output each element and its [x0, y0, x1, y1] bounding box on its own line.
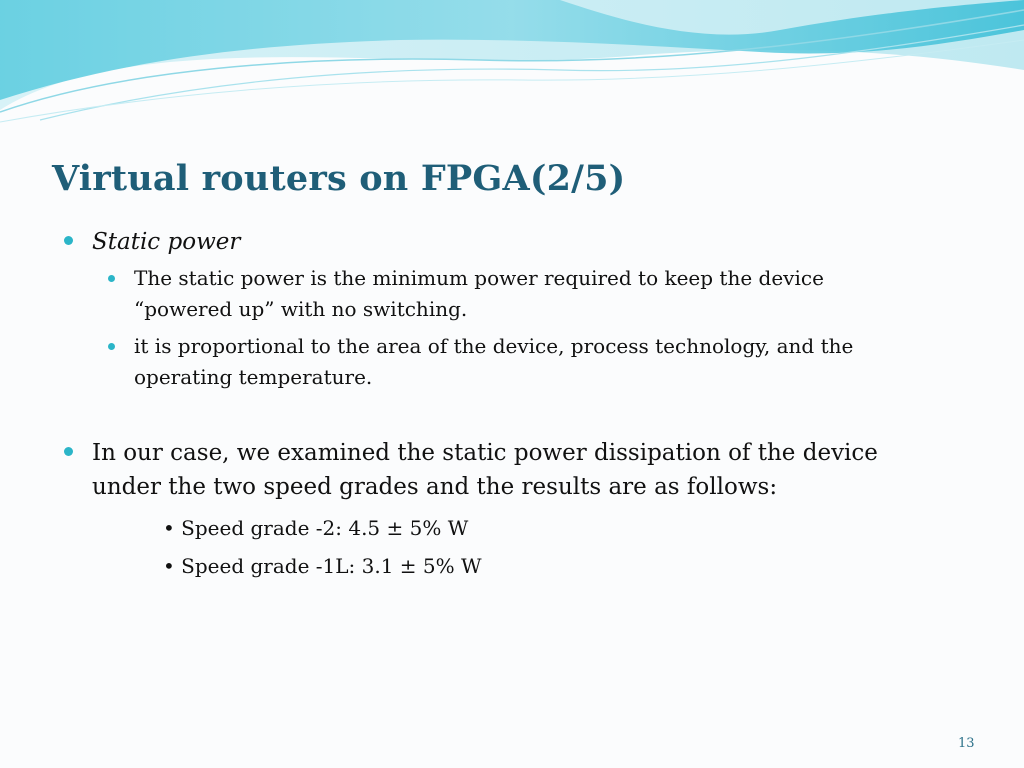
- bullet-our-case: [64, 436, 924, 504]
- bullet-text: it is proportional to the area of the device, process technology, and the operating temperature.: [134, 334, 854, 389]
- bullet-dot-icon: [64, 447, 73, 456]
- sub-bullet-definition: [108, 263, 908, 325]
- bullet-dot-icon: [108, 275, 115, 282]
- speed-grade-item: • Speed grade -2: 4.5 ± 5% W: [163, 516, 469, 540]
- bullet-text: In our case, we examined the static power dissipation of the device under the two speed grades and the results are as follows:: [92, 440, 878, 500]
- slide-number: 13: [958, 736, 975, 751]
- slide-title: Virtual routers on FPGA(2/5): [52, 158, 626, 199]
- bullet-text: Static power: [92, 229, 241, 255]
- bullet-text: The static power is the minimum power required to keep the device “powered up” with no switching.: [134, 266, 824, 321]
- speed-grade-item: • Speed grade -1L: 3.1 ± 5% W: [163, 554, 482, 578]
- sub-bullet-proportional: [108, 331, 908, 393]
- bullet-dot-icon: [64, 236, 73, 245]
- bullet-dot-icon: [108, 343, 115, 350]
